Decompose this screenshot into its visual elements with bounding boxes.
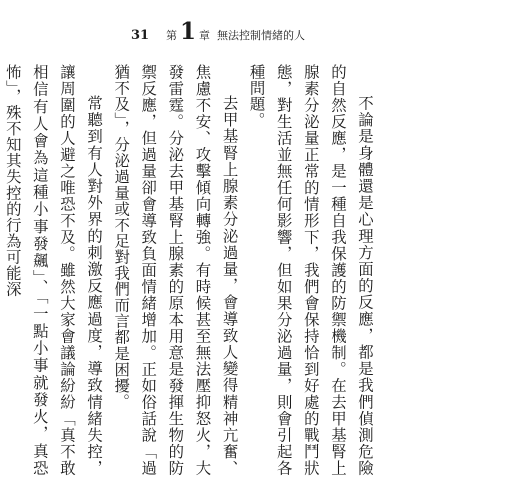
paragraph: 常聽到有人對外界的刺激反應過度，導致情緒失控，讓周圍的人避之唯恐不及。雖然大家會議論紛紛「真不敢相信有人會為這種小事發飆」、「一點小事就發火，真恐怖」，殊不知其失控的行為可能深 [3,64,104,476]
chapter-number: 1 [180,18,197,45]
chapter-suffix: 章 [199,29,211,42]
chapter-title: 無法控制情緒的人 [217,29,306,42]
paragraph: 不論是身體還是心理方面的反應，都是我們偵測危險的自然反應，是一種自我保護的防禦機制。在去甲基腎上腺素分泌量正常的情形下，我們會保持恰到好處的戰鬥狀態，對生活並無任何影響，但如果分泌過量，則會引起各種問題。 [247,64,374,476]
running-head [166,20,305,43]
page-number: 31 [131,28,150,43]
paragraph: 去甲基腎上腺素分泌過量，會導致人變得精神亢奮、焦慮不安、攻擊傾向轉強。有時候甚至無法壓抑怒火，大發雷霆。分泌去甲基腎上腺素的原本用意是發揮生物的防禦反應，但過量卻會導致負面情緒增加。正如俗話說「過猶不及」，分泌過量或不足對我們而言都是困擾。 [112,64,239,476]
body-text [0,64,378,476]
chapter-prefix: 第 [166,29,177,42]
page-header [0,20,520,50]
